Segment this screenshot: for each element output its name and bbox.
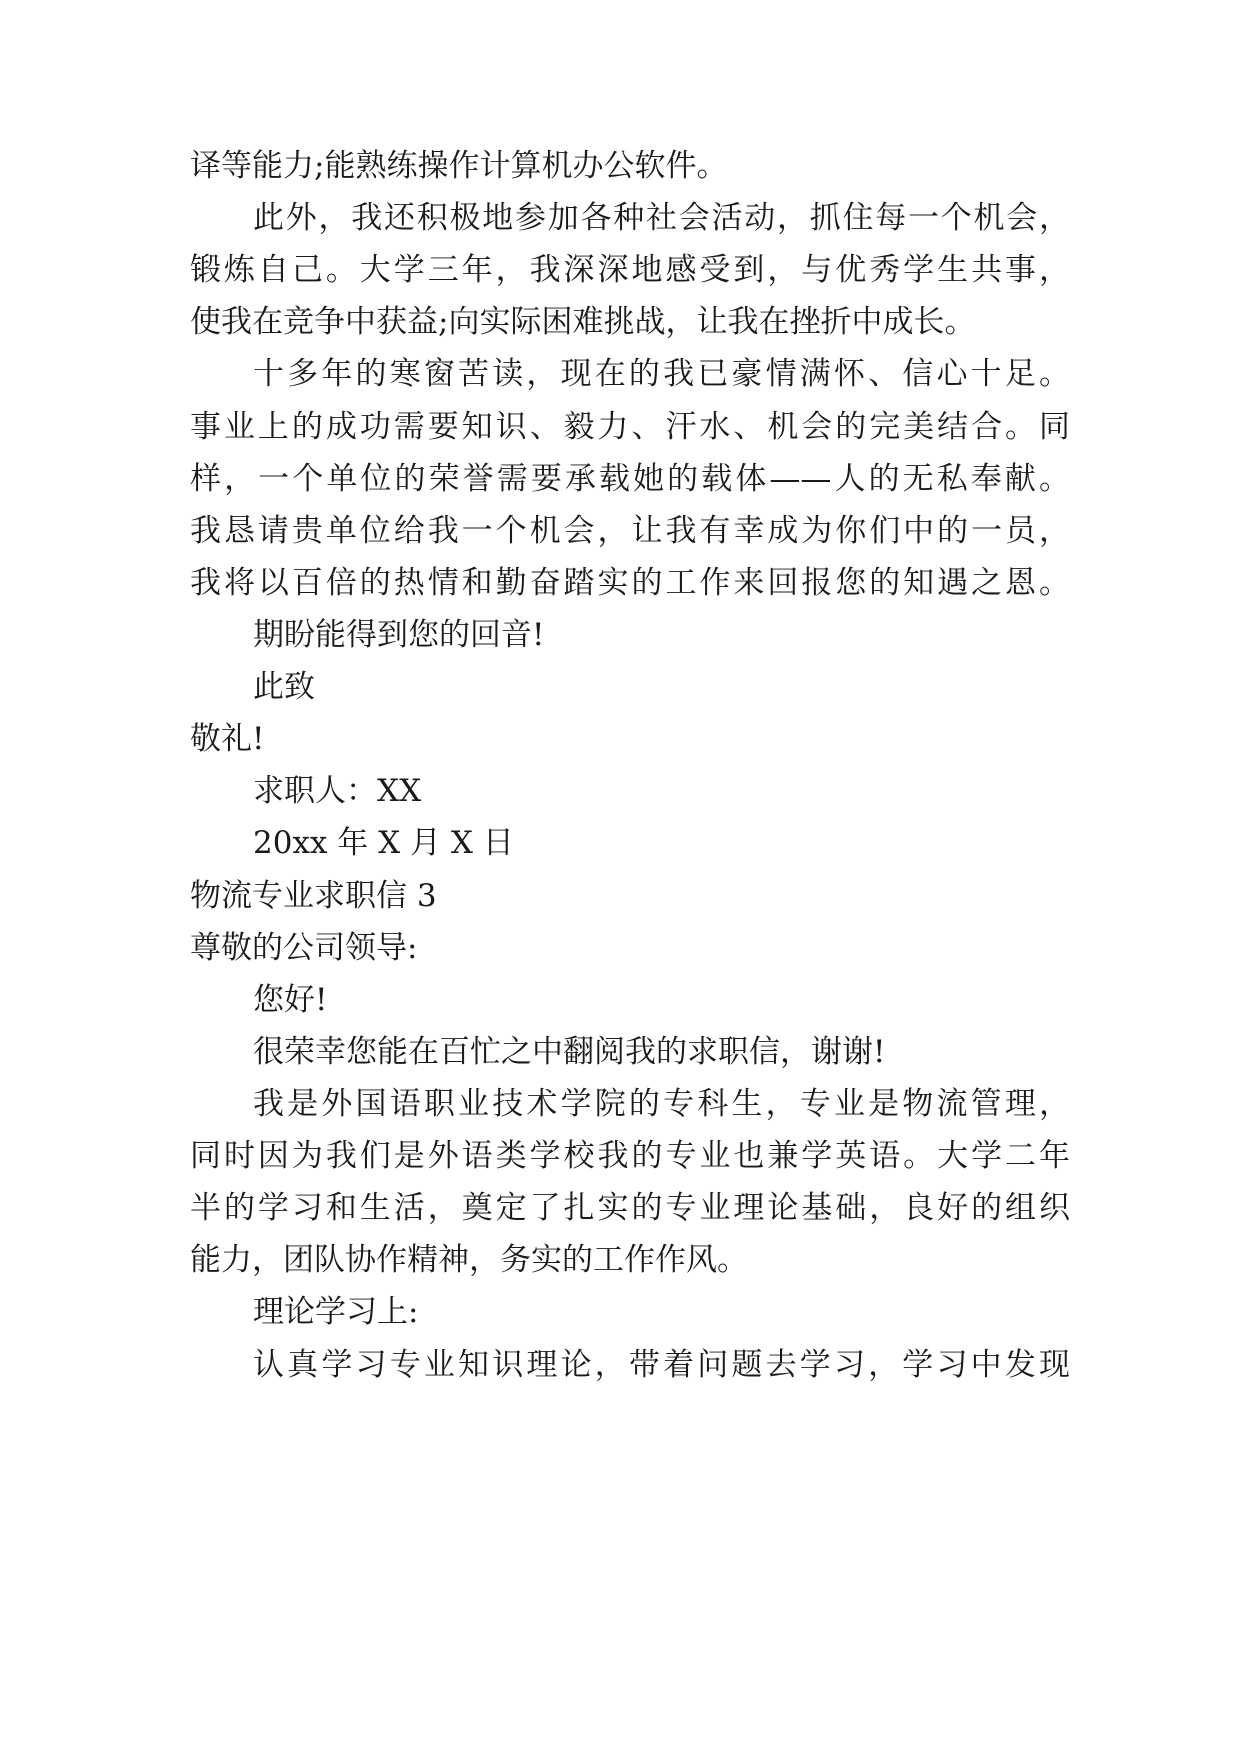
text-line: 此致: [253, 669, 315, 705]
text-line: 我将以百倍的热情和勤奋踏实的工作来回报您的知遇之恩。: [190, 565, 1070, 601]
text-line: 期盼能得到您的回音!: [253, 617, 545, 653]
text-line: 很荣幸您能在百忙之中翻阅我的求职信，谢谢!: [253, 1034, 886, 1070]
text-line: 我是外国语职业技术学院的专科生，专业是物流管理，: [253, 1086, 1070, 1122]
text-line: 同时因为我们是外语类学校我的专业也兼学英语。大学二年: [190, 1138, 1070, 1174]
text-line: 译等能力;能熟练操作计算机办公软件。: [190, 148, 728, 184]
text-line: 理论学习上:: [253, 1294, 419, 1330]
text-line: 尊敬的公司领导:: [190, 930, 418, 966]
text-line: 您好!: [253, 982, 328, 1018]
text-line: 锻炼自己。大学三年，我深深地感受到，与优秀学生共事，: [190, 252, 1070, 288]
text-line: 半的学习和生活，奠定了扎实的专业理论基础，良好的组织: [190, 1190, 1070, 1226]
text-line: 敬礼!: [190, 721, 265, 757]
text-line: 十多年的寒窗苦读，现在的我已豪情满怀、信心十足。: [253, 356, 1070, 392]
text-line: 能力，团队协作精神，务实的工作作风。: [190, 1242, 748, 1278]
text-line: 求职人：XX: [253, 773, 422, 809]
text-line: 20xx 年 X 月 X 日: [253, 825, 514, 861]
text-line: 使我在竞争中获益;向实际困难挑战，让我在挫折中成长。: [190, 304, 976, 340]
text-line: 样，一个单位的荣誉需要承载她的载体——人的无私奉献。: [190, 461, 1070, 497]
text-line: 此外，我还积极地参加各种社会活动，抓住每一个机会，: [253, 200, 1070, 236]
text-line: 认真学习专业知识理论，带着问题去学习，学习中发现: [253, 1347, 1070, 1383]
text-line: 我恳请贵单位给我一个机会，让我有幸成为你们中的一员，: [190, 513, 1070, 549]
section-heading: 物流专业求职信 3: [190, 878, 437, 914]
text-line: 事业上的成功需要知识、毅力、汗水、机会的完美结合。同: [190, 409, 1070, 445]
